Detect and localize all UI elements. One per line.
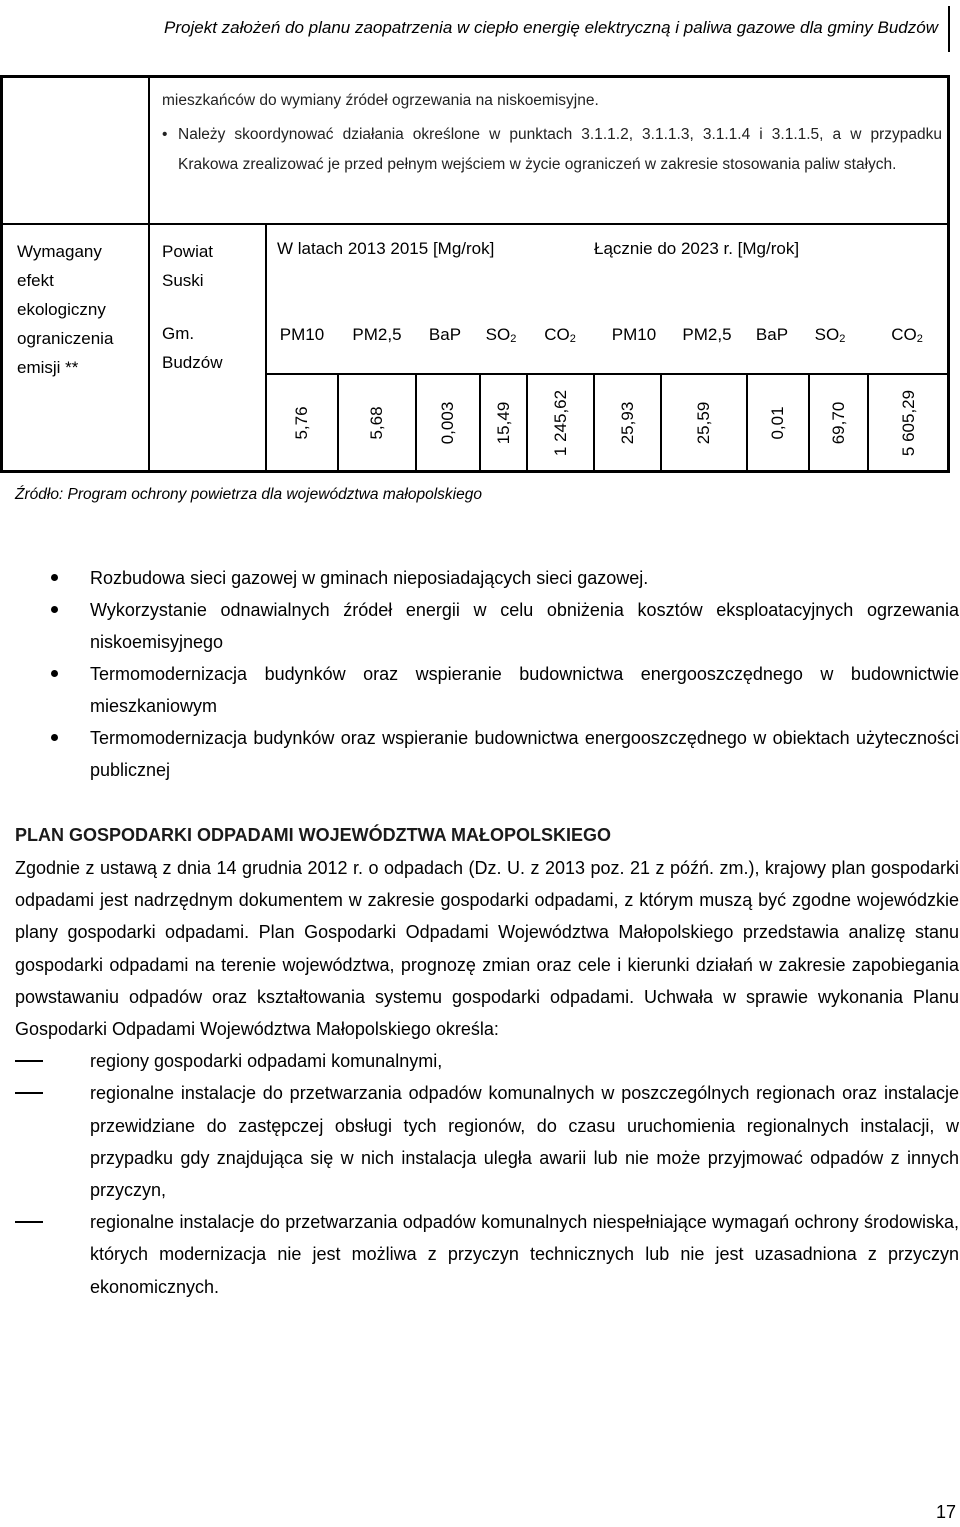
pollutant-label (756, 325, 788, 345)
powiat-cell (148, 225, 265, 470)
emission-value: 5,68 (367, 405, 386, 440)
table-effect-row (3, 223, 947, 472)
pollutant-label (544, 325, 576, 345)
emission-value: 25,93 (617, 401, 637, 444)
section-heading: PLAN GOSPODARKI ODPADAMI WOJEWÓDZTWA MAŁOPOLSKIEGO (15, 825, 611, 845)
emission-value: 1 245,62 (550, 389, 570, 456)
period-2023-label: Łącznie do 2023 r. [Mg/rok] (594, 239, 800, 258)
table-bullet-text: Należy skoordynować działania określone w punktach 3.1.1.2, 3.1.1.3, 3.1.1.4 i 3.1.1.5, a w przypadku Krakowa zrealizować je przed pełnym wejściem w życie ograniczeń w zakresie stosowania paliw stałych. (178, 126, 942, 173)
pollutant-header-row (267, 325, 949, 355)
measure-item (15, 594, 959, 658)
dash-item-text: regionalne instalacje do przetwarzania odpadów komunalnych niespełniające wymagań ochrony środowiska, których modernizacja nie jest możliwa z przyczyn technicznych lub nie jest uzasadniona z przyczyn ekonomicznych. (90, 1212, 959, 1297)
pollutant-label (280, 325, 324, 345)
page-header (0, 0, 960, 56)
emission-value: 5,76 (292, 405, 311, 440)
value-cell (593, 375, 660, 470)
emission-value: 0,003 (438, 401, 457, 444)
pollutant-label (486, 325, 517, 345)
dash-list-item (15, 1077, 959, 1206)
pollutant-label-base: PM10 (611, 325, 657, 344)
pollutant-label (429, 325, 461, 345)
value-cell (808, 375, 867, 470)
header-rule (948, 6, 950, 52)
pollutant-label (682, 325, 731, 345)
plan-dash-list (15, 1045, 959, 1303)
value-cell (337, 375, 415, 470)
measure-text: Termomodernizacja budynków oraz wspieranie budownictwa energooszczędnego w obiektach użyteczności publicznej (90, 728, 959, 780)
value-cell (526, 375, 593, 470)
pollutant-label-subscript: 2 (569, 333, 576, 345)
pollutant-label (612, 325, 656, 345)
value-cell (267, 375, 337, 470)
pollutant-label (815, 325, 846, 345)
pollutant-label-base: BaP (755, 325, 789, 344)
bullet-icon: • (162, 126, 168, 143)
pollutant-label-base: PM2,5 (352, 325, 402, 344)
dash-item-text: regiony gospodarki odpadami komunalnymi, (90, 1051, 443, 1072)
value-cell (746, 375, 808, 470)
page-number: 17 (936, 1502, 957, 1522)
pollutant-label-subscript: 2 (916, 333, 923, 345)
period-2013-2015-label: W latach 2013 2015 [Mg/rok] (277, 239, 495, 258)
emission-value: 25,59 (694, 401, 713, 444)
pollutant-label (891, 325, 923, 345)
powiat-line: Powiat (162, 242, 214, 261)
pollutant-label-base: PM2,5 (682, 325, 732, 344)
pollutant-label-base: SO (814, 325, 840, 344)
measures-list (15, 562, 959, 786)
value-cell (660, 375, 746, 470)
values-row (267, 373, 949, 470)
emission-data-area (265, 225, 947, 470)
header-title: Projekt założeń do planu zaopatrzenia w ciepło energię elektryczną i paliwa gazowe dla gminy Budzów (164, 18, 938, 37)
pollutant-label (352, 325, 401, 345)
table-bullet-item (162, 120, 942, 180)
value-cell (415, 375, 479, 470)
dash-list-item (15, 1045, 959, 1077)
table-text-line: mieszkańców do wymiany źródeł ogrzewania na niskoemisyjne. (162, 92, 599, 109)
effect-label-cell (3, 225, 148, 470)
emission-value: 0,01 (768, 405, 787, 440)
emission-value: 5 605,29 (899, 389, 918, 456)
pollutant-label-subscript: 2 (839, 333, 846, 345)
waste-plan-section (15, 820, 959, 1303)
pollutant-label-base: PM10 (279, 325, 325, 344)
value-cell (479, 375, 526, 470)
effect-label-line: emisji ** (17, 358, 79, 377)
pollutant-label-base: BaP (428, 325, 462, 344)
table-source-note: Źródło: Program ochrony powietrza dla województwa małopolskiego (15, 486, 482, 503)
pollutant-label-base: SO (485, 325, 511, 344)
gmina-line: Budzów (162, 353, 223, 372)
measure-item (15, 658, 959, 722)
powiat-line: Suski (162, 271, 204, 290)
section-body: Zgodnie z ustawą z dnia 14 grudnia 2012 r. o odpadach (Dz. U. z 2013 poz. 21 z późń. zm.), krajowy plan gospodarki odpadami jest nadrzędnym dokumentem w zakresie gospodarki odpadami, z którym muszą być zgodne wojewódzkie plany gospodarki odpadami. Plan Gospodarki Odpadami Województwa Małopolskiego przedstawia analizę stanu gospodarki odpadami na terenie województwa, prognozę zmian oraz cele i kierunki działań w zakresie zapobiegania powstawaniu odpadów oraz kształtowania systemu gospodarki odpadami. Uchwała w sprawie wykonania Planu Gospodarki Odpadami Województwa Małopolskiego określa: (15, 858, 959, 1040)
effect-label-line: ekologiczny (17, 300, 106, 319)
effect-label-line: ograniczenia (17, 329, 114, 348)
value-cell (867, 375, 949, 470)
emission-value: 69,70 (828, 401, 848, 444)
measure-item (15, 562, 959, 594)
emission-value: 15,49 (493, 401, 513, 444)
effect-label-line: Wymagany (17, 242, 102, 261)
gmina-line: Gm. (162, 324, 195, 343)
table-text-cell (148, 78, 950, 223)
dash-item-text: regionalne instalacje do przetwarzania odpadów komunalnych w poszczególnych regionach oraz instalacje przewidziane do zastępczej obsługi tych regionów, do czasu uruchomienia regionalnych instalacji, w przypadku gdy znajdująca się w nich instalacja uległa awarii lub nie może przyjmować odpadów z innych przyczyn, (90, 1083, 959, 1201)
pollutant-label-base: CO (891, 325, 917, 344)
effect-label-line: efekt (17, 271, 54, 290)
measure-item (15, 722, 959, 786)
pollutant-label-base: CO (544, 325, 570, 344)
measure-text: Rozbudowa sieci gazowej w gminach nieposiadających sieci gazowej. (90, 568, 649, 588)
measure-text: Termomodernizacja budynków oraz wspieranie budownictwa energooszczędnego w budownictwie mieszkaniowym (90, 664, 959, 716)
emission-table (0, 75, 950, 473)
dash-list-item (15, 1206, 959, 1303)
pollutant-label-subscript: 2 (510, 333, 517, 345)
measure-text: Wykorzystanie odnawialnych źródeł energii w celu obniżenia kosztów eksploatacyjnych ogrzewania niskoemisyjnego (90, 600, 959, 652)
